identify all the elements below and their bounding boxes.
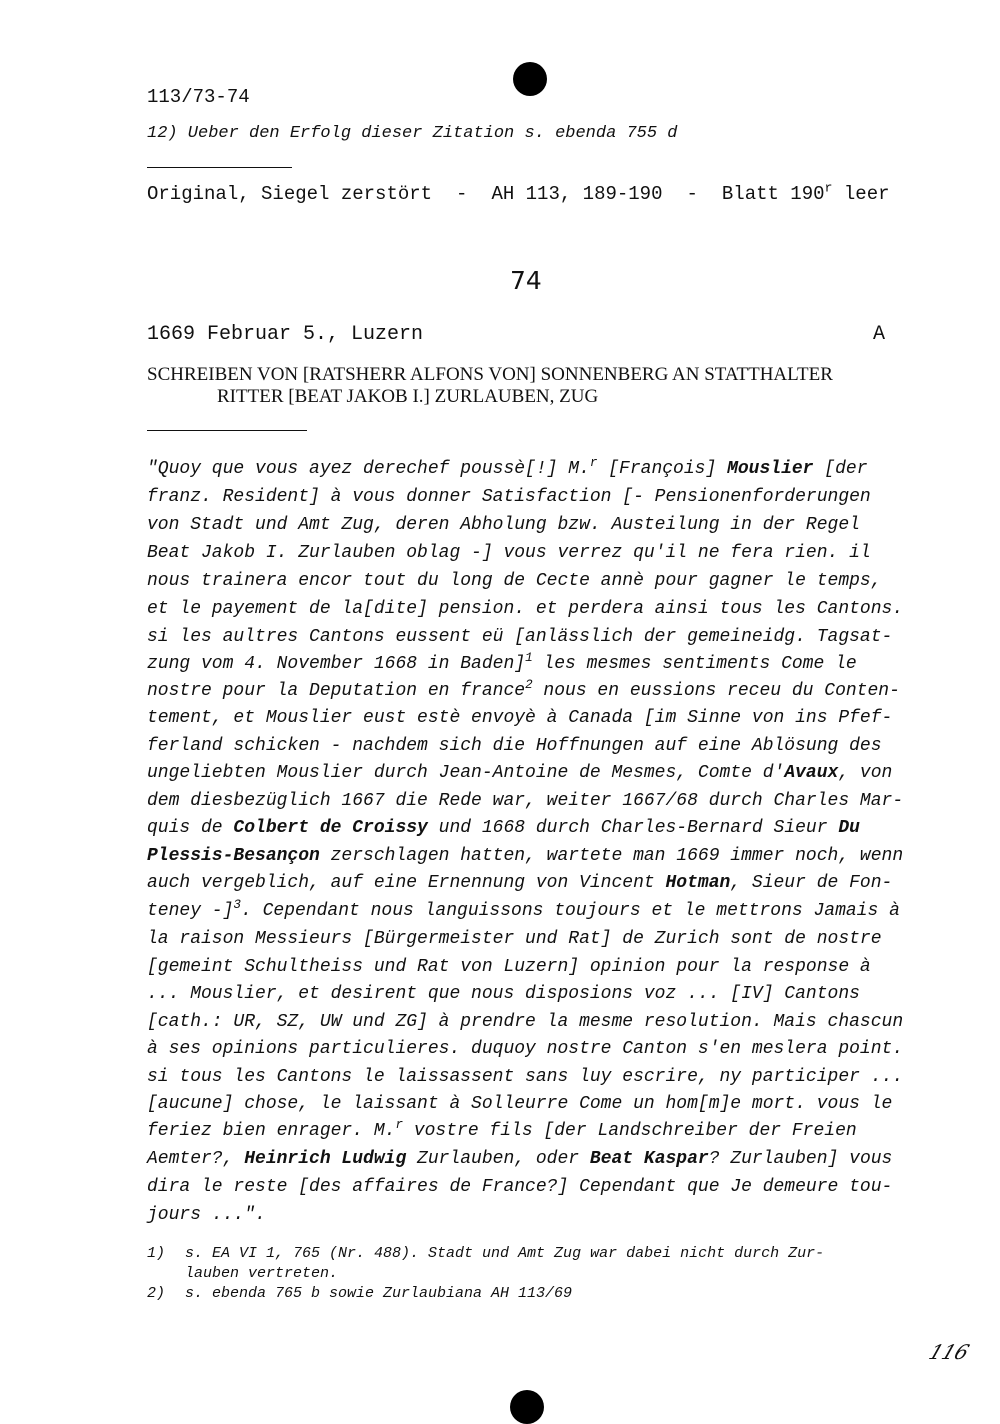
body-line: [cath.: UR, SZ, UW und ZG] à prendre la mesme resolution. Mais chascun (147, 1012, 904, 1032)
page-reference: 113/73-74 (147, 86, 250, 108)
footnote-12: 12) Ueber den Erfolg dieser Zitation s. ebenda 755 d (147, 124, 678, 143)
body-line: zung vom 4. November 1668 in Baden]$^1$ les mesmes sentiments Come le (147, 651, 857, 674)
body-line: ungeliebten Mouslier durch Jean-Antoine de Mesmes, Comte d'Avaux, von (147, 763, 893, 783)
body-line: Plessis-Besançon zerschlagen hatten, wartete man 1669 immer noch, wenn (147, 846, 904, 866)
leer-note: leer (843, 183, 890, 205)
archive-reference: AH 113, 189-190 (491, 183, 663, 205)
punch-hole-bottom (510, 1390, 544, 1424)
body-line: franz. Resident] à vous donner Satisfaction [- Pensionenforderungen (147, 487, 871, 507)
footnote-1-number: 1) (147, 1245, 166, 1262)
body-line: [aucune] chose, le laissant à Solleurre Come un hom[m]e mort. vous le (147, 1094, 893, 1114)
body-line: [gemeint Schultheiss und Rat von Luzern] opinion pour la response à (147, 957, 871, 977)
body-line: la raison Messieurs [Bürgermeister und Rat] de Zurich sont de nostre (147, 929, 882, 949)
blatt-note: Blatt 190 (721, 183, 825, 205)
punch-hole-top (513, 62, 547, 96)
body-line: auch vergeblich, auf eine Ernennung von Vincent Hotman, Sieur de Fon- (147, 873, 893, 893)
body-line: von Stadt und Amt Zug, deren Abholung bzw. Austeilung in der Regel (147, 515, 860, 535)
body-line: nostre pour la Deputation en france$^2$ nous en eussions receu du Conten- (147, 678, 900, 701)
date-place: 1669 Februar 5., Luzern (147, 323, 424, 346)
body-line: dira le reste [des affaires de France?] Cependant que Je demeure tou- (147, 1177, 893, 1197)
dash: - (456, 183, 468, 205)
handwritten-page-number: 116 (925, 1340, 973, 1364)
heading-line-2: RITTER [BEAT JAKOB I.] ZURLAUBEN, ZUG (217, 386, 599, 407)
document-number: 74 (510, 266, 542, 295)
body-line: à ses opinions particulieres. duquoy nostre Canton s'en meslera point. (147, 1039, 904, 1059)
type-letter: A (873, 323, 886, 346)
original-seal-note: Original, Siegel zerstört (147, 183, 433, 205)
body-line: feriez bien enrager. M.$^r$ vostre fils [der Landschreiber der Freien (147, 1118, 857, 1141)
body-line: si les aultres Cantons eussent eü [anlässlich der gemeineidg. Tagsat- (147, 627, 893, 647)
heading-line-1: SCHREIBEN VON [RATSHERR ALFONS VON] SONNENBERG AN STATTHALTER (147, 364, 833, 385)
body-line: si tous les Cantons le laissassent sans luy escrire, ny participer ... (147, 1067, 904, 1087)
footnote-2-number: 2) (147, 1285, 166, 1302)
body-line: nous trainera encor tout du long de Cecte annè pour gagner le temps, (147, 571, 882, 591)
original-line (147, 180, 890, 205)
body-line: Aemter?, Heinrich Ludwig Zurlauben, oder Beat Kaspar? Zurlauben] vous (147, 1149, 893, 1169)
superscript: r (824, 180, 833, 196)
body-line: ... Mouslier, et desirent que nous disposions voz ... [IV] Cantons (147, 984, 860, 1004)
body-line: ferland schicken - nachdem sich die Hoffnungen auf eine Ablösung des (147, 736, 882, 756)
footnote-1-text-cont: lauben vertreten. (185, 1265, 339, 1282)
footnote-2-text: s. ebenda 765 b sowie Zurlaubiana AH 113/69 (185, 1285, 573, 1302)
body-line: quis de Colbert de Croissy und 1668 durch Charles-Bernard Sieur Du (147, 818, 860, 838)
footnote-1-text: s. EA VI 1, 765 (Nr. 488). Stadt und Amt Zug war dabei nicht durch Zur- (185, 1245, 825, 1262)
body-line: et le payement de la[dite] pension. et perdera ainsi tous les Cantons. (147, 599, 904, 619)
body-line: Beat Jakob I. Zurlauben oblag -] vous verrez qu'il ne fera rien. il (147, 543, 871, 563)
document-heading (147, 364, 833, 408)
body-line: "Quoy que vous ayez derechef poussè[!] M.$^r$ [François] Mouslier [der (147, 456, 868, 479)
body-line: teney -]$^3$. Cependant nous languissons toujours et le mettrons Jamais à (147, 898, 900, 921)
body-line: jours ...". (147, 1205, 266, 1225)
body-line: dem diesbezüglich 1667 die Rede war, weiter 1667/68 durch Charles Mar- (147, 791, 904, 811)
separator-rule-top (147, 167, 292, 168)
separator-rule-mid (147, 430, 307, 431)
dash: - (686, 183, 698, 205)
body-line: tement, et Mouslier eust estè envoyè à Canada [im Sinne von ins Pfef- (147, 708, 893, 728)
